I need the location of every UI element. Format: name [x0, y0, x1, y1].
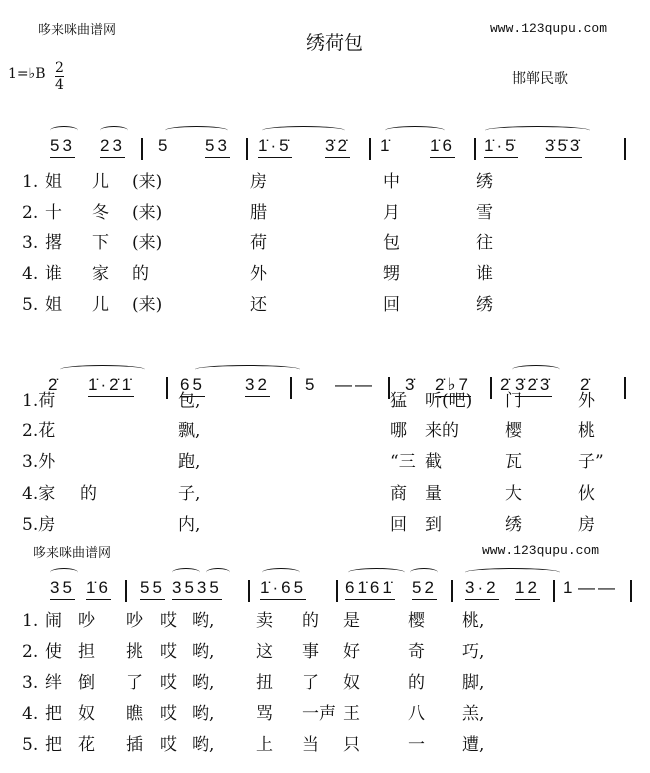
slur-arc — [512, 365, 560, 374]
lyric-text: 担 — [78, 642, 95, 662]
lyric-text: 挑 — [126, 642, 143, 662]
lyric-text: 的 — [132, 264, 149, 284]
lyric-text: 2. — [22, 203, 39, 223]
slur-arc — [410, 568, 438, 577]
lyric-text: 飘, — [178, 421, 201, 441]
lyric-text: 2. — [22, 642, 39, 662]
lyric-text: 截 — [425, 452, 442, 472]
lyric-text: 大 — [505, 484, 522, 504]
bar-line — [166, 377, 168, 399]
lyric-text: 桃, — [462, 611, 485, 631]
note-group: 1̇ — [380, 136, 393, 155]
lyric-text: 一 — [408, 735, 425, 755]
note-group: 2̇ — [48, 375, 61, 394]
bar-line — [336, 580, 338, 602]
note-group: 61̇61̇ — [345, 578, 395, 600]
bar-line — [624, 377, 626, 399]
lyric-text: 使 — [45, 642, 62, 662]
lyric-text: 了 — [126, 673, 143, 693]
slur-arc — [465, 568, 560, 577]
lyric-text: 好 — [343, 642, 360, 662]
note-group: 1̇6 — [430, 136, 455, 158]
lyric-text: 撂 — [45, 233, 62, 253]
lyric-text: (来) — [132, 172, 163, 192]
lyric-text: 跑, — [178, 452, 201, 472]
note-group: 1̇·5̇ — [484, 136, 518, 158]
lyric-text: 哟, — [192, 673, 215, 693]
lyric-text: 哎 — [160, 611, 177, 631]
slur-arc — [172, 568, 200, 577]
lyric-text: 商 — [390, 484, 407, 504]
note-group: 3̇2̇ — [325, 136, 350, 158]
lyric-text: 奴 — [343, 673, 360, 693]
lyric-text: 上 — [256, 735, 273, 755]
slur-arc — [50, 126, 78, 135]
lyric-text: 扭 — [256, 673, 273, 693]
slur-arc — [348, 568, 405, 577]
lyric-text: 月 — [383, 203, 400, 223]
lyric-text: 插 — [126, 735, 143, 755]
lyric-text: 5.房 — [22, 515, 56, 535]
lyric-text: 卖 — [256, 611, 273, 631]
lyric-text: 儿 — [92, 295, 109, 315]
lyric-text: 哎 — [160, 704, 177, 724]
note-group: 2̇♭7 — [435, 375, 471, 397]
lyric-text: 门 — [505, 391, 522, 411]
lyric-text: 哟, — [192, 704, 215, 724]
lyric-text: 甥 — [383, 264, 400, 284]
note-group: 2̇ — [580, 375, 593, 394]
lyric-text: (来) — [132, 233, 163, 253]
lyric-text: 回 — [390, 515, 407, 535]
lyric-text: 把 — [45, 704, 62, 724]
lyric-text: 樱 — [408, 611, 425, 631]
lyric-text: 2.花 — [22, 421, 56, 441]
lyric-text: 中 — [383, 172, 400, 192]
note-group: 1̇·5̇ — [258, 136, 292, 158]
note-group: —— — [335, 375, 375, 394]
note-group: 1̇·65 — [260, 578, 306, 600]
site-watermark: 哆来咪曲谱网 — [38, 23, 117, 38]
note-group: 5 — [158, 136, 171, 155]
lyric-text: 3. — [22, 673, 39, 693]
note-group: 23 — [100, 136, 125, 158]
lyric-text: 哎 — [160, 642, 177, 662]
lyric-text: (来) — [132, 295, 163, 315]
lyric-text: 房 — [250, 172, 267, 192]
lyric-text: 吵 — [126, 611, 143, 631]
lyric-text: 奴 — [78, 704, 95, 724]
lyric-text: 哟, — [192, 611, 215, 631]
lyric-text: 伙 — [578, 484, 595, 504]
note-group: —— — [578, 578, 618, 597]
bar-line — [624, 138, 626, 160]
lyric-text: 4. — [22, 264, 39, 284]
lyric-text: 猛 — [390, 391, 407, 411]
lyric-text: 姐 — [45, 172, 62, 192]
lyric-text: 樱 — [505, 421, 522, 441]
lyric-text: 5. — [22, 295, 39, 315]
note-group: 1 — [563, 578, 576, 597]
lyric-text: 是 — [343, 611, 360, 631]
note-group: 52 — [412, 578, 437, 600]
lyric-text: 羔, — [462, 704, 485, 724]
bar-line — [630, 580, 632, 602]
lyric-text: 来的 — [425, 421, 459, 441]
note-group: 32 — [245, 375, 270, 397]
lyric-text: 谁 — [476, 264, 493, 284]
lyric-text: 闹 — [45, 611, 62, 631]
slur-arc — [195, 365, 300, 374]
time-top: 2 — [55, 60, 64, 76]
lyric-text: 脚, — [462, 673, 485, 693]
note-group: 3̇5̇3̇ — [545, 136, 582, 158]
lyric-text: 哟, — [192, 735, 215, 755]
lyric-text: 3. — [22, 233, 39, 253]
lyric-text: 外 — [578, 391, 595, 411]
time-bottom: 4 — [55, 77, 64, 93]
note-group: 53 — [50, 136, 75, 158]
lyric-text: 回 — [383, 295, 400, 315]
note-group: 1̇6 — [86, 578, 111, 600]
note-group: 53 — [205, 136, 230, 158]
lyric-text: 八 — [408, 704, 425, 724]
lyric-text: 遭, — [462, 735, 485, 755]
lyric-text: 冬 — [92, 203, 109, 223]
lyric-text: 王 — [343, 704, 360, 724]
lyric-text: 4.家 — [22, 484, 56, 504]
lyric-text: 奇 — [408, 642, 425, 662]
note-group: 55 — [140, 578, 165, 600]
lyric-text: 的 — [80, 484, 97, 504]
lyric-text: 1.荷 — [22, 391, 56, 411]
lyric-text: 量 — [425, 484, 442, 504]
lyric-text: 哪 — [390, 421, 407, 441]
bar-line — [141, 138, 143, 160]
song-origin: 邯郸民歌 — [512, 71, 568, 87]
lyric-text: 谁 — [45, 264, 62, 284]
lyric-text: 哟, — [192, 642, 215, 662]
lyric-text: 绣 — [476, 295, 493, 315]
lyric-text: 家 — [92, 264, 109, 284]
lyric-text: 包 — [383, 233, 400, 253]
bar-line — [490, 377, 492, 399]
lyric-text: 这 — [256, 642, 273, 662]
lyric-text: 瞧 — [126, 704, 143, 724]
lyric-text: 房 — [578, 515, 595, 535]
lyric-text: 花 — [78, 735, 95, 755]
lyric-text: 十 — [45, 203, 62, 223]
note-group: 3535 — [172, 578, 222, 600]
lyric-text: 5. — [22, 735, 39, 755]
note-group: 3·2 — [465, 578, 499, 600]
bar-line — [246, 138, 248, 160]
site-url: www.123qupu.com — [490, 21, 608, 36]
lyric-text: 哎 — [160, 673, 177, 693]
lyric-text: “三 — [390, 452, 416, 472]
lyric-text: 下 — [92, 233, 109, 253]
slur-arc — [485, 126, 590, 135]
bar-line — [451, 580, 453, 602]
lyric-text: 子” — [578, 452, 604, 472]
note-group: 3̇ — [405, 375, 418, 394]
lyric-text: 只 — [343, 735, 360, 755]
lyric-text: 包, — [178, 391, 201, 411]
lyric-text: 绣 — [505, 515, 522, 535]
lyric-text: 子, — [178, 484, 201, 504]
lyric-text: 往 — [476, 233, 493, 253]
lyric-text: 了 — [302, 673, 319, 693]
slur-arc — [262, 126, 345, 135]
lyric-text: 儿 — [92, 172, 109, 192]
lyric-text: 倒 — [78, 673, 95, 693]
note-group: 35 — [50, 578, 75, 600]
lyric-text: 事 — [302, 642, 319, 662]
slur-arc — [206, 568, 230, 577]
lyric-text: 腊 — [250, 203, 267, 223]
note-group: 3̇2̇3̇ — [515, 375, 552, 397]
lyric-text: 巧, — [462, 642, 485, 662]
site-url-mid: www.123qupu.com — [482, 543, 600, 558]
lyric-text: 3.外 — [22, 452, 56, 472]
lyric-text: 外 — [250, 264, 267, 284]
bar-line — [125, 580, 127, 602]
lyric-text: 骂 — [256, 704, 273, 724]
slur-arc — [385, 126, 445, 135]
lyric-text: 桃 — [578, 421, 595, 441]
bar-line — [248, 580, 250, 602]
slur-arc — [60, 365, 145, 374]
lyric-text: 1. — [22, 172, 39, 192]
slur-arc — [165, 126, 228, 135]
note-group: 1̇·2̇1̇ — [88, 375, 134, 397]
slur-arc — [50, 568, 78, 577]
lyric-text: 一声 — [302, 704, 336, 724]
slur-arc — [262, 568, 300, 577]
lyric-text: 瓦 — [505, 452, 522, 472]
lyric-text: 哎 — [160, 735, 177, 755]
note-group: 2̇ — [500, 375, 513, 394]
note-group: 12 — [515, 578, 540, 600]
bar-line — [474, 138, 476, 160]
note-group: 5 — [305, 375, 318, 394]
lyric-text: 的 — [302, 611, 319, 631]
time-signature — [55, 60, 64, 93]
lyric-text: 听(吧) — [425, 391, 473, 411]
slur-arc — [100, 126, 128, 135]
lyric-text: (来) — [132, 203, 163, 223]
lyric-text: 到 — [425, 515, 442, 535]
bar-line — [553, 580, 555, 602]
lyric-text: 当 — [302, 735, 319, 755]
bar-line — [369, 138, 371, 160]
lyric-text: 把 — [45, 735, 62, 755]
lyric-text: 绊 — [45, 673, 62, 693]
key-signature: 1=♭B — [8, 66, 46, 82]
note-group: 65 — [180, 375, 205, 397]
lyric-text: 吵 — [78, 611, 95, 631]
lyric-text: 内, — [178, 515, 201, 535]
lyric-text: 姐 — [45, 295, 62, 315]
lyric-text: 1. — [22, 611, 39, 631]
lyric-text: 4. — [22, 704, 39, 724]
site-watermark-mid: 哆来咪曲谱网 — [33, 546, 112, 561]
bar-line — [290, 377, 292, 399]
lyric-text: 雪 — [476, 203, 493, 223]
song-title: 绣荷包 — [306, 32, 364, 54]
lyric-text: 绣 — [476, 172, 493, 192]
lyric-text: 荷 — [250, 233, 267, 253]
lyric-text: 还 — [250, 295, 267, 315]
lyric-text: 的 — [408, 673, 425, 693]
